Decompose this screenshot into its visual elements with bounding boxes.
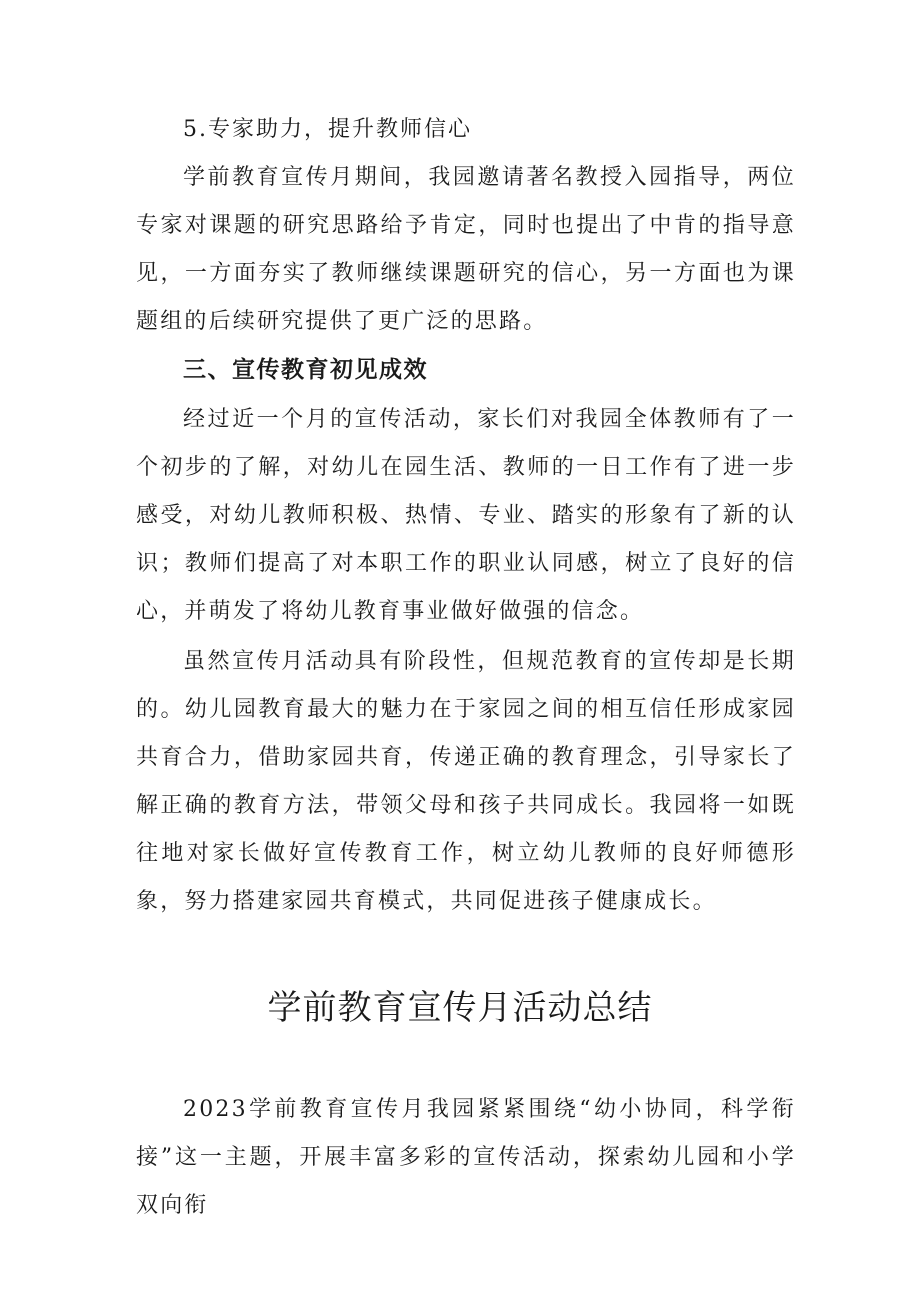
paragraph-results: 经过近一个月的宣传活动，家长们对我园全体教师有了一个初步的了解，对幼儿在园生活、教师的一日工作有了进一步感受，对幼儿教师积极、热情、专业、踏实的形象有了新的认识；教师们提高了对本职工作的职业认同感，树立了良好的信心，并萌发了将幼儿教育事业做好做强的信念。	[136, 407, 796, 624]
subheading-expert-support: 5.专家助力，提升教师信心	[183, 117, 472, 142]
paragraph-long-term: 虽然宣传月活动具有阶段性，但规范教育的宣传却是长期的。幼儿园教育最大的魅力在于家园之间的相互信任形成家园共育合力，借助家园共育，传递正确的教育理念，引导家长了解正确的教育方法，带领父母和孩子共同成长。我园将一如既往地对家长做好宣传教育工作，树立幼儿教师的良好师德形象，努力搭建家园共育模式，共同促进孩子健康成长。	[136, 649, 796, 914]
section-heading-results: 三、宣传教育初见成效	[183, 357, 428, 383]
paragraph-intro: 2023学前教育宣传月我园紧紧围绕“幼小协同，科学衔接”这一主题，开展丰富多彩的宣传活动，探索幼儿园和小学双向衔	[136, 1097, 796, 1218]
summary-title: 学前教育宣传月活动总结	[267, 988, 653, 1028]
paragraph-expert-guidance: 学前教育宣传月期间，我园邀请著名教授入园指导，两位专家对课题的研究思路给予肯定，同时也提出了中肯的指导意见，一方面夯实了教师继续课题研究的信心，另一方面也为课题组的后续研究提供了更广泛的思路。	[136, 165, 796, 334]
